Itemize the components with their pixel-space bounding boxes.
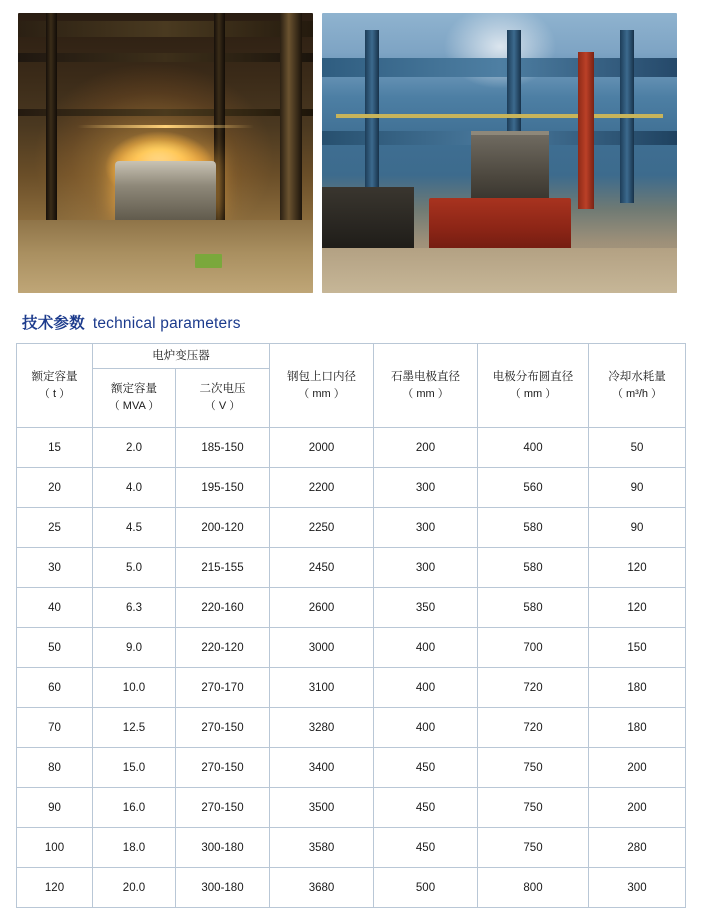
cell-transformer-rating: 5.0 [93, 548, 176, 588]
table-row [17, 588, 686, 628]
cell-electrode-diameter: 300 [374, 548, 478, 588]
table-header-row-top [17, 344, 686, 369]
th-pitch-circle-diameter [478, 344, 589, 428]
th-cooling-water [589, 344, 686, 428]
cell-cooling-water: 200 [589, 788, 686, 828]
cell-cooling-water: 150 [589, 628, 686, 668]
cell-cooling-water: 180 [589, 668, 686, 708]
cell-ladle-top-diameter: 2450 [270, 548, 374, 588]
red-transfer-car [429, 198, 571, 254]
cell-secondary-voltage: 185-150 [176, 428, 270, 468]
cell-cooling-water: 200 [589, 748, 686, 788]
section-heading-en: technical parameters [92, 315, 241, 332]
cell-cooling-water: 90 [589, 508, 686, 548]
cell-pitch-circle-diameter: 700 [478, 628, 589, 668]
th-electrode-diameter [374, 344, 478, 428]
cell-transformer-rating: 2.0 [93, 428, 176, 468]
cell-electrode-diameter: 400 [374, 668, 478, 708]
th-ladle-top-diameter-unit: （ mm ） [298, 387, 345, 400]
cell-electrode-diameter: 200 [374, 428, 478, 468]
table-row [17, 828, 686, 868]
cell-rated-capacity: 30 [17, 548, 93, 588]
overhead-beam [18, 53, 313, 62]
th-rated-capacity [17, 344, 93, 428]
cell-transformer-rating: 4.0 [93, 468, 176, 508]
cell-secondary-voltage: 270-170 [176, 668, 270, 708]
th-cooling-water-unit: （ m³/h ） [611, 387, 663, 400]
ladle-furnace-photo [322, 13, 677, 293]
cell-electrode-diameter: 450 [374, 748, 478, 788]
th-ladle-top-diameter-label: 钢包上口内径 [287, 370, 356, 383]
table-row [17, 748, 686, 788]
cell-pitch-circle-diameter: 400 [478, 428, 589, 468]
section-heading [0, 293, 701, 343]
cell-pitch-circle-diameter: 800 [478, 868, 589, 908]
cell-secondary-voltage: 220-160 [176, 588, 270, 628]
cell-transformer-rating: 10.0 [93, 668, 176, 708]
cell-pitch-circle-diameter: 750 [478, 828, 589, 868]
th-secondary-voltage [176, 369, 270, 428]
cell-secondary-voltage: 300-180 [176, 828, 270, 868]
shop-floor [18, 220, 313, 293]
cell-cooling-water: 180 [589, 708, 686, 748]
cell-pitch-circle-diameter: 580 [478, 588, 589, 628]
cell-transformer-rating: 12.5 [93, 708, 176, 748]
cell-pitch-circle-diameter: 750 [478, 748, 589, 788]
table-row [17, 468, 686, 508]
cell-electrode-diameter: 300 [374, 508, 478, 548]
photo-strip [0, 0, 701, 293]
th-pitch-circle-diameter-unit: （ mm ） [509, 387, 557, 400]
cell-secondary-voltage: 270-150 [176, 748, 270, 788]
table-row [17, 708, 686, 748]
cell-electrode-diameter: 400 [374, 628, 478, 668]
overhead-beam [18, 21, 313, 37]
cell-ladle-top-diameter: 2200 [270, 468, 374, 508]
technical-parameters-table [16, 343, 686, 908]
cell-electrode-diameter: 300 [374, 468, 478, 508]
cell-rated-capacity: 50 [17, 628, 93, 668]
th-rated-capacity-unit: （ t ） [38, 387, 71, 400]
cell-pitch-circle-diameter: 720 [478, 708, 589, 748]
cell-secondary-voltage: 270-150 [176, 788, 270, 828]
cell-transformer-rating: 15.0 [93, 748, 176, 788]
cell-rated-capacity: 70 [17, 708, 93, 748]
table-row [17, 668, 686, 708]
table-row [17, 508, 686, 548]
dark-structure [322, 187, 414, 249]
cell-rated-capacity: 90 [17, 788, 93, 828]
cell-rated-capacity: 40 [17, 588, 93, 628]
cell-electrode-diameter: 450 [374, 788, 478, 828]
cell-ladle-top-diameter: 3400 [270, 748, 374, 788]
support-column [214, 13, 225, 223]
cell-pitch-circle-diameter: 580 [478, 508, 589, 548]
th-transformer-rating [93, 369, 176, 428]
cell-rated-capacity: 120 [17, 868, 93, 908]
cell-ladle-top-diameter: 2600 [270, 588, 374, 628]
cell-rated-capacity: 20 [17, 468, 93, 508]
cell-secondary-voltage: 220-120 [176, 628, 270, 668]
cell-transformer-rating: 9.0 [93, 628, 176, 668]
ground [322, 248, 677, 293]
cell-secondary-voltage: 195-150 [176, 468, 270, 508]
table-row [17, 628, 686, 668]
cell-transformer-rating: 20.0 [93, 868, 176, 908]
cell-pitch-circle-diameter: 560 [478, 468, 589, 508]
cell-ladle-top-diameter: 2000 [270, 428, 374, 468]
cell-rated-capacity: 25 [17, 508, 93, 548]
cell-ladle-top-diameter: 2250 [270, 508, 374, 548]
th-secondary-voltage-unit: （ V ） [204, 400, 241, 413]
steam-plume [429, 13, 571, 97]
cell-ladle-top-diameter: 3280 [270, 708, 374, 748]
parameters-table-wrap [0, 343, 701, 908]
cell-pitch-circle-diameter: 580 [478, 548, 589, 588]
support-column [46, 13, 57, 223]
cell-pitch-circle-diameter: 720 [478, 668, 589, 708]
cell-electrode-diameter: 350 [374, 588, 478, 628]
th-ladle-top-diameter [270, 344, 374, 428]
overhead-beam [18, 109, 313, 116]
cell-ladle-top-diameter: 3100 [270, 668, 374, 708]
section-heading-cn: 技术参数 [22, 315, 85, 332]
ladle-furnace-image [322, 13, 677, 293]
th-transformer-rating-label: 额定容量 [111, 383, 157, 396]
cell-cooling-water: 120 [589, 588, 686, 628]
th-rated-capacity-label: 额定容量 [31, 370, 78, 383]
cell-cooling-water: 50 [589, 428, 686, 468]
table-body [17, 428, 686, 908]
cell-secondary-voltage: 200-120 [176, 508, 270, 548]
furnace-shell [115, 161, 215, 223]
cell-ladle-top-diameter: 3680 [270, 868, 374, 908]
glow-highlight [77, 125, 254, 128]
th-electrode-diameter-unit: （ mm ） [402, 387, 449, 400]
yellow-handrail [336, 114, 663, 118]
table-row [17, 868, 686, 908]
cell-rated-capacity: 60 [17, 668, 93, 708]
cell-transformer-rating: 6.3 [93, 588, 176, 628]
cell-rated-capacity: 100 [17, 828, 93, 868]
th-electrode-diameter-label: 石墨电极直径 [391, 370, 460, 383]
cell-electrode-diameter: 400 [374, 708, 478, 748]
th-secondary-voltage-label: 二次电压 [199, 383, 246, 396]
cell-transformer-rating: 16.0 [93, 788, 176, 828]
cell-electrode-diameter: 450 [374, 828, 478, 868]
cell-ladle-top-diameter: 3580 [270, 828, 374, 868]
cell-ladle-top-diameter: 3500 [270, 788, 374, 828]
cell-cooling-water: 300 [589, 868, 686, 908]
table-row [17, 548, 686, 588]
th-pitch-circle-diameter-label: 电极分布圆直径 [492, 370, 574, 383]
cell-cooling-water: 90 [589, 468, 686, 508]
cell-secondary-voltage: 270-150 [176, 708, 270, 748]
cell-cooling-water: 120 [589, 548, 686, 588]
th-transformer-rating-unit: （ MVA ） [108, 400, 160, 413]
red-column [578, 52, 594, 209]
eaf-tapping-photo [18, 13, 313, 293]
cell-transformer-rating: 18.0 [93, 828, 176, 868]
cell-rated-capacity: 80 [17, 748, 93, 788]
cell-cooling-water: 280 [589, 828, 686, 868]
cell-ladle-top-diameter: 3000 [270, 628, 374, 668]
eaf-tapping-image [18, 13, 313, 293]
th-cooling-water-label: 冷却水耗量 [608, 370, 666, 383]
ladle-vessel [471, 131, 549, 208]
cell-rated-capacity: 15 [17, 428, 93, 468]
table-row [17, 428, 686, 468]
cell-electrode-diameter: 500 [374, 868, 478, 908]
cell-secondary-voltage: 215-155 [176, 548, 270, 588]
green-equipment-box [195, 254, 222, 268]
support-column [280, 13, 302, 223]
cell-secondary-voltage: 300-180 [176, 868, 270, 908]
cell-transformer-rating: 4.5 [93, 508, 176, 548]
table-head [17, 344, 686, 428]
th-transformer-group: 电炉变压器 [93, 344, 270, 369]
cell-pitch-circle-diameter: 750 [478, 788, 589, 828]
table-row [17, 788, 686, 828]
